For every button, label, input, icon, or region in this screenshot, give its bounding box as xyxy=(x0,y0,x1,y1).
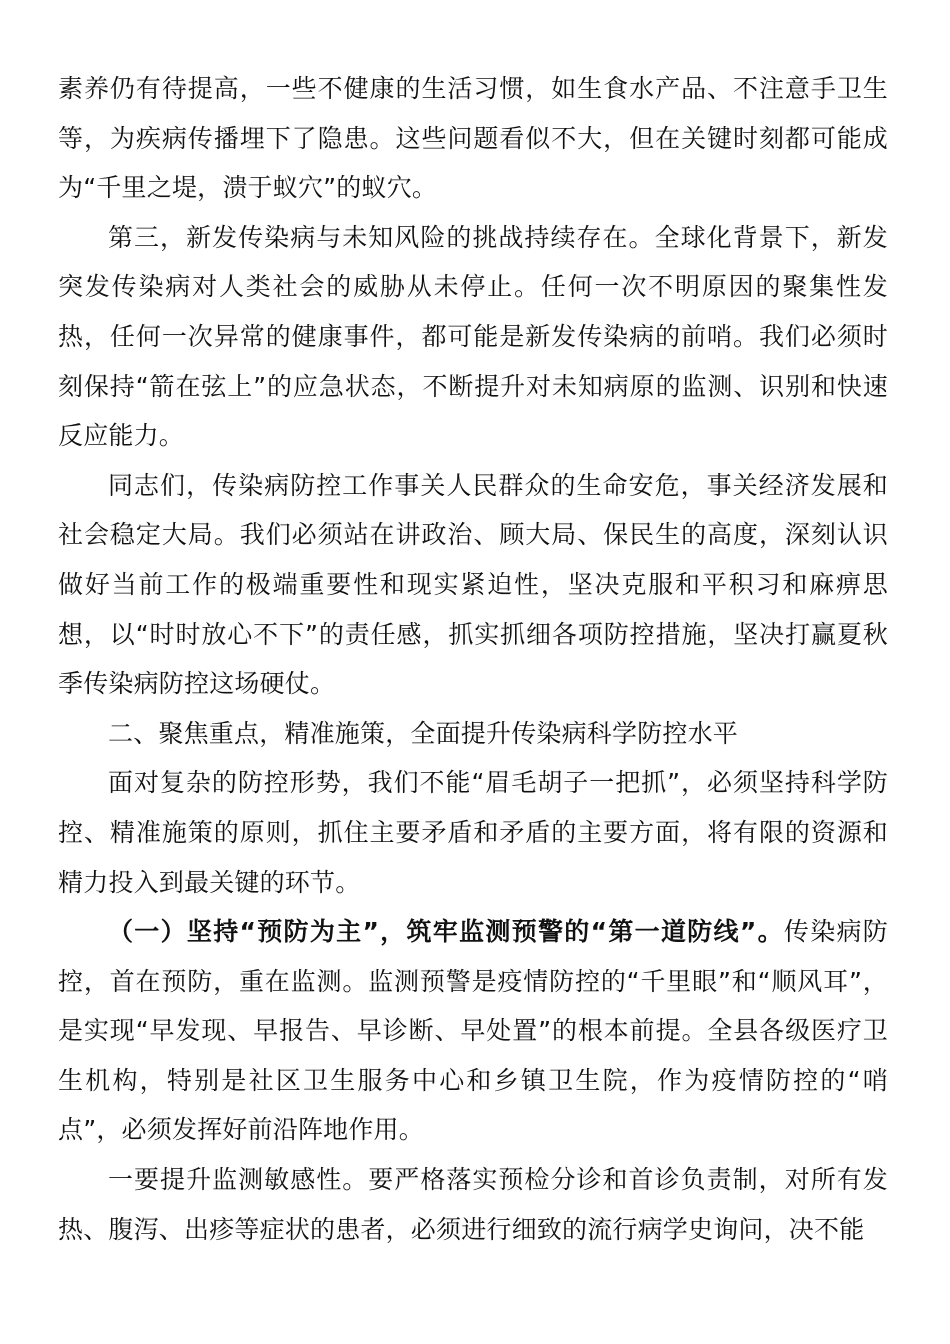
paragraph-situation: 面对复杂的防控形势，我们不能“眉毛胡子一把抓”，必须坚持科学防控、精准施策的原则，抓住主要矛盾和矛盾的主要方面，将有限的资源和精力投入到最关键的环节。 xyxy=(58,768,888,897)
paragraph-continued: 素养仍有待提高，一些不健康的生活习惯，如生食水产品、不注意手卫生等，为疾病传播埋下了隐患。这些问题看似不大，但在关键时刻都可能成为“千里之堤，溃于蚁穴”的蚁穴。 xyxy=(58,74,888,203)
document-page xyxy=(58,64,888,1254)
paragraph-third-point: 第三，新发传染病与未知风险的挑战持续存在。全球化背景下，新发突发传染病对人类社会的威胁从未停止。任何一次不明原因的聚集性发热，任何一次异常的健康事件，都可能是新发传染病的前哨。我们必须时刻保持“箭在弦上”的应急状态，不断提升对未知病原的监测、识别和快速反应能力。 xyxy=(58,222,888,451)
subsection-one-title: （一）坚持“预防为主”，筑牢监测预警的“第一道防线”。 xyxy=(108,917,784,947)
paragraph-monitoring-sensitivity: 一要提升监测敏感性。要严格落实预检分诊和首诊负责制，对所有发热、腹泻、出疹等症状的患者，必须进行细致的流行病学史询问，决不能 xyxy=(58,1165,888,1244)
paragraph-subsection-one xyxy=(58,907,888,1155)
paragraph-comrades: 同志们，传染病防控工作事关人民群众的生命安危，事关经济发展和社会稳定大局。我们必须站在讲政治、顾大局、保民生的高度，深刻认识做好当前工作的极端重要性和现实紧迫性，坚决克服和平积习和麻痹思想，以“时时放心不下”的责任感，抓实抓细各项防控措施，坚决打赢夏秋季传染病防控这场硬仗。 xyxy=(58,470,888,699)
subsection-one-body: 传染病防控，首在预防，重在监测。监测预警是疫情防控的“千里眼”和“顺风耳”，是实现“早发现、早报告、早诊断、早处置”的根本前提。全县各级医疗卫生机构，特别是社区卫生服务中心和乡镇卫生院，作为疫情防控的“哨点”，必须发挥好前沿阵地作用。 xyxy=(58,917,888,1145)
section-heading-two: 二、聚焦重点，精准施策，全面提升传染病科学防控水平 xyxy=(108,718,739,748)
